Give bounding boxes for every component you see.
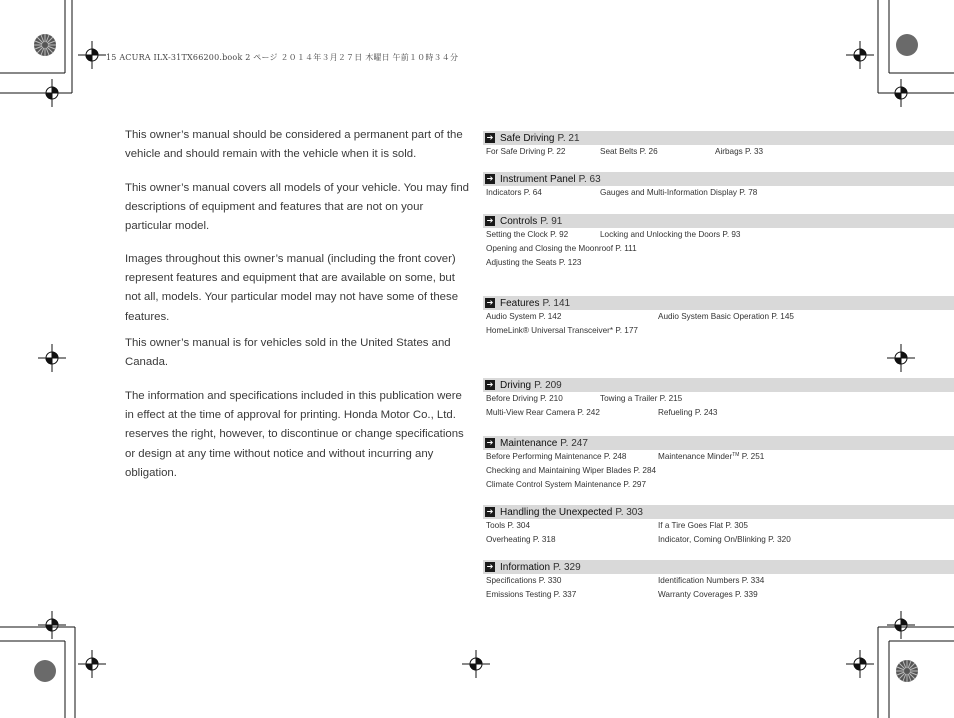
toc-section-page[interactable]: P. 329 [553, 561, 581, 573]
toc-row [483, 464, 954, 478]
toc-row [483, 228, 954, 242]
toc-link[interactable]: Warranty Coverages P. 339 [658, 590, 758, 599]
toc-row [483, 533, 954, 547]
toc-section-header[interactable] [483, 378, 954, 392]
toc-section-page[interactable]: P. 303 [615, 506, 643, 518]
toc-row [483, 406, 954, 420]
toc-section-title[interactable]: Instrument Panel [500, 173, 576, 185]
toc-section-maintenance [483, 436, 954, 492]
toc-section-header[interactable] [483, 131, 954, 145]
toc-link[interactable]: If a Tire Goes Flat P. 305 [658, 521, 748, 530]
toc-section-safe-driving [483, 131, 954, 159]
toc-row [483, 450, 954, 464]
intro-paragraph: This owner’s manual is for vehicles sold in the United States and Canada. [125, 337, 451, 369]
toc-link[interactable]: Checking and Maintaining Wiper Blades P. 284 [486, 466, 657, 475]
arrow-right-icon: ➔ [486, 174, 494, 183]
toc-section-title[interactable]: Driving [500, 379, 532, 391]
intro-paragraph: The information and specifications included in this publication were in effect at the time of approval for printing. Honda Motor Co., Ltd. reserves the right, however, to discontinue or change specifications or design at any time without notice and without incurring any obligation. [125, 390, 464, 479]
toc-section-instrument-panel [483, 172, 954, 200]
toc-link[interactable]: Emissions Testing P. 337 [486, 590, 577, 599]
toc-link[interactable]: Before Driving P. 210 [486, 394, 563, 403]
toc-section-header[interactable] [483, 436, 954, 450]
toc-section-features [483, 296, 954, 338]
toc-link[interactable] [658, 452, 764, 461]
toc-section-page[interactable]: P. 209 [534, 379, 562, 391]
toc-link[interactable]: Locking and Unlocking the Doors P. 93 [600, 230, 741, 239]
toc-section-title[interactable]: Features [500, 297, 540, 309]
arrow-right-icon: ➔ [486, 298, 494, 307]
toc-link[interactable]: Audio System Basic Operation P. 145 [658, 312, 794, 321]
toc-link[interactable]: Adjusting the Seats P. 123 [486, 258, 582, 267]
arrow-right-icon: ➔ [486, 216, 494, 225]
toc-section-title[interactable]: Information [500, 561, 551, 573]
toc-row [483, 574, 954, 588]
toc-link[interactable]: Setting the Clock P. 92 [486, 230, 569, 239]
toc-link[interactable]: Specifications P. 330 [486, 576, 562, 585]
toc-link[interactable]: Refueling P. 243 [658, 408, 718, 417]
toc-section-title[interactable]: Maintenance [500, 437, 558, 449]
toc-row [483, 478, 954, 492]
toc-section-page[interactable]: P. 91 [540, 215, 563, 227]
intro-paragraph: Images throughout this owner’s manual (including the front cover) represent features and equipment that are available on some, but not all, models. Your particular model may not have some of these features. [125, 253, 459, 323]
toc-section-controls [483, 214, 954, 270]
toc-section-page[interactable]: P. 141 [542, 297, 571, 309]
toc-row [483, 324, 954, 338]
toc-section-title[interactable]: Controls [500, 215, 538, 227]
toc-section-header[interactable] [483, 214, 954, 228]
intro-paragraph: This owner’s manual covers all models of your vehicle. You may find descriptions of equipment and features that are not on your particular model. [125, 182, 469, 233]
toc-row [483, 256, 954, 270]
toc-link[interactable]: Opening and Closing the Moonroof P. 111 [486, 244, 637, 253]
toc-link[interactable]: Airbags P. 33 [715, 147, 764, 156]
toc-row [483, 519, 954, 533]
toc-row [483, 310, 954, 324]
toc-link[interactable]: For Safe Driving P. 22 [486, 147, 566, 156]
intro-paragraph: This owner’s manual should be considered a permanent part of the vehicle and should remain with the vehicle when it is sold. [125, 129, 463, 161]
toc-row [483, 392, 954, 406]
arrow-right-icon: ➔ [486, 380, 494, 389]
toc-link[interactable]: HomeLink® Universal Transceiver* P. 177 [486, 326, 638, 335]
toc-link[interactable]: Seat Belts P. 26 [600, 147, 658, 156]
arrow-right-icon: ➔ [486, 438, 494, 447]
toc-link[interactable]: Indicators P. 64 [486, 188, 542, 197]
toc-section-driving [483, 378, 954, 420]
toc-section-header[interactable] [483, 560, 954, 574]
toc-row [483, 242, 954, 256]
toc-section-title[interactable]: Handling the Unexpected [500, 506, 613, 518]
toc-section-information [483, 560, 954, 602]
toc-link[interactable]: Tools P. 304 [486, 521, 531, 530]
arrow-right-icon: ➔ [486, 507, 494, 516]
toc-link[interactable]: Gauges and Multi-Information Display P. 78 [600, 188, 758, 197]
toc-section-title[interactable]: Safe Driving [500, 132, 555, 144]
toc-link[interactable]: Multi-View Rear Camera P. 242 [486, 408, 600, 417]
toc-row [483, 588, 954, 602]
toc-row [483, 186, 954, 200]
toc-row [483, 145, 954, 159]
toc-section-header[interactable] [483, 505, 954, 519]
toc-link[interactable]: Audio System P. 142 [486, 312, 562, 321]
toc-section-page[interactable]: P. 21 [557, 132, 580, 144]
print-header: 15 ACURA ILX-31TX66200.book 2 ページ ２０１４年３月２７日 木曜日 午前１０時３４分 [106, 53, 459, 62]
arrow-right-icon: ➔ [486, 562, 494, 571]
toc-link[interactable]: Identification Numbers P. 334 [658, 576, 765, 585]
toc-link[interactable]: Towing a Trailer P. 215 [600, 394, 683, 403]
toc-link-page[interactable]: P. 251 [739, 452, 765, 461]
toc-section-page[interactable]: P. 63 [578, 173, 601, 185]
toc-section-header[interactable] [483, 296, 954, 310]
toc-link-text[interactable]: Maintenance Minder [658, 452, 733, 461]
toc-link[interactable]: Overheating P. 318 [486, 535, 556, 544]
toc-section-page[interactable]: P. 247 [560, 437, 588, 449]
arrow-right-icon: ➔ [486, 133, 494, 142]
toc-link[interactable]: Before Performing Maintenance P. 248 [486, 452, 627, 461]
toc-link[interactable]: Indicator, Coming On/Blinking P. 320 [658, 535, 791, 544]
toc-link[interactable]: Climate Control System Maintenance P. 297 [486, 480, 647, 489]
trademark-mark: TM [732, 452, 740, 458]
toc-section-handling-the-unexpected [483, 505, 954, 547]
toc-section-header[interactable] [483, 172, 954, 186]
